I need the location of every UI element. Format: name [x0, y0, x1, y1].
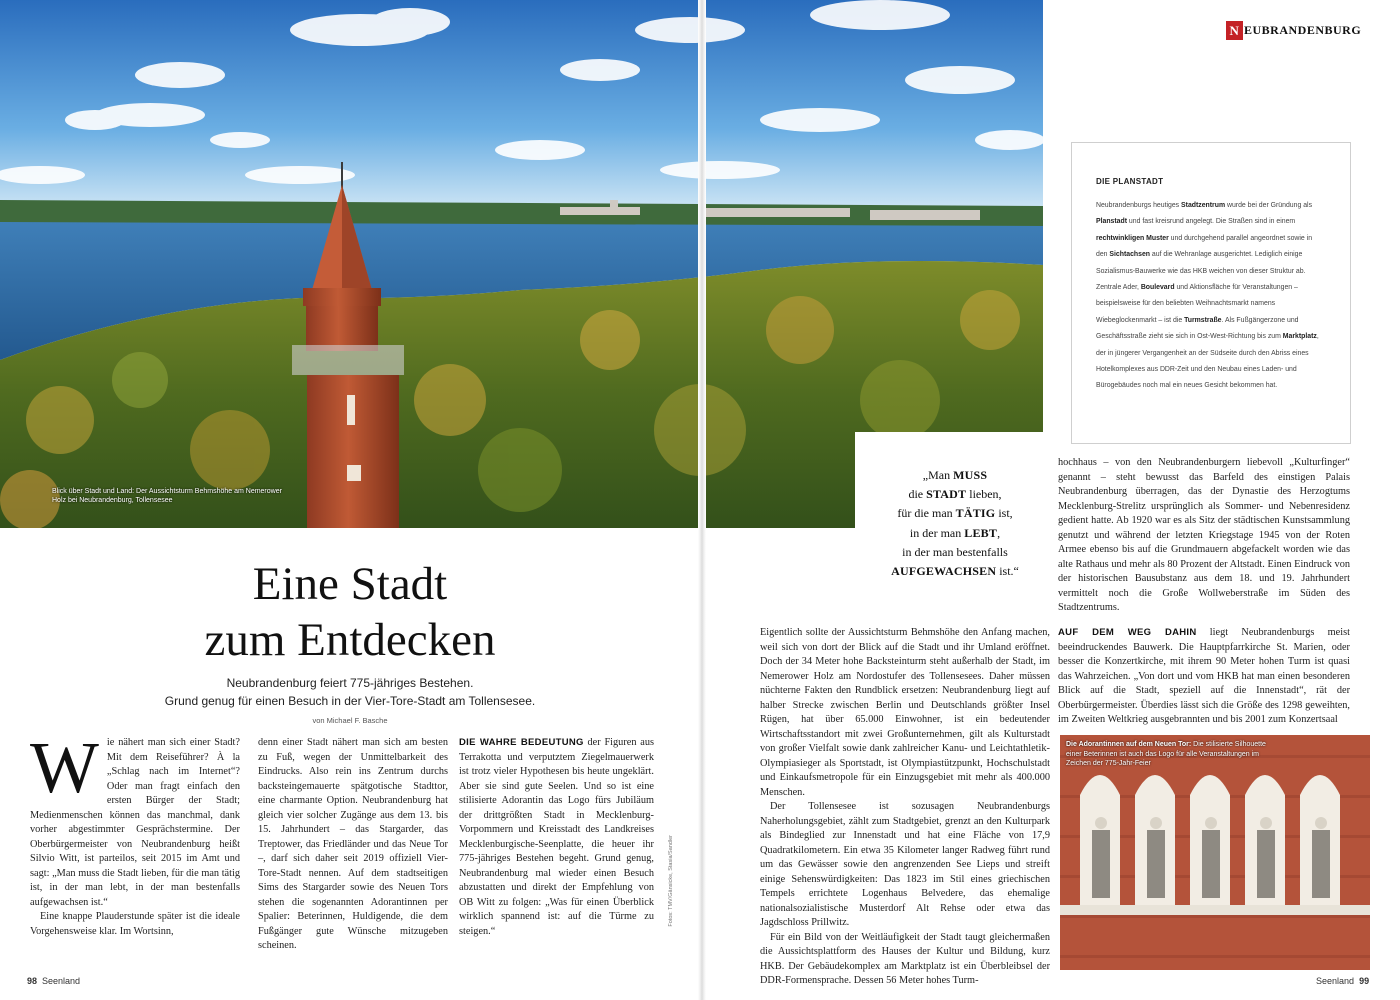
adorantinnen-caption: Die Adorantinnen auf dem Neuen Tor: Die stilisierte Silhouette einer Beterinnen ist auch das Logo für alle Veranstaltungen im Zeichen der 775-Jahr-Feier [1066, 741, 1266, 767]
infobox-heading: DIE PLANSTADT [1096, 177, 1164, 186]
planstadt-infobox [1071, 142, 1351, 444]
adorantinnen-photo [1060, 735, 1370, 970]
dropcap: W [30, 727, 99, 808]
adorantinnen-scene [1060, 735, 1370, 970]
section-tag-rest: EUBRANDENBURG [1244, 22, 1362, 37]
text-column-1: Wie nähert man sich einer Stadt? Mit dem Reiseführer? À la „Schlag nach im Internet“? Oder man fragt einfach den ersten Bürger der Stadt; Medienmenschen können das manchmal, dank vorher abgestimmter Gesprächstermine. Der Oberbürgermeister von Neubrandenburg heißt Silvio Witt, ist parteilos, seit 2015 im Amt und sagt: „Man muss die Stadt lieben, für die man tätig ist, in der man lebt, in der man bestenfalls aufgewachsen ist.“ Eine knappe Plauderstunde später ist die ideale Vorgehensweise klar. Im Wortsinn, [30, 727, 240, 937]
text-column-4: Eigentlich sollte der Aussichtsturm Behmshöhe den Anfang machen, weil sich von dort der Blick auf die Stadt und ihr Umland eröffnet. Doch der 34 Meter hohe Backsteinturm steht außerhalb der Stadt, im Nemerower Holz am Nordostufer des Tollensesees. Daher müssen nüchterne Fakten den Rundblick ersetzen: Neubrandenburg liegt auf halber Strecke zwischen Berlin und Deutschlands größter Insel Rügen, hat über 65.000 Einwohner, ist ein bedeutender Wirtschaftsstandort mit zwei Großunternehmen, gilt als Kulturstadt von großer Vielfalt sowie dank zahlreicher Kanu- und Leichtathletik-Olympiasieger als Sportstadt, ist Olympiastützpunkt, Hochschulstadt und Einkaufsmetropole für ein Einzugsgebiet mit mehr als 400.000 Menschen. Der Tollensesee ist sozusagen Neubrandenburgs Naherholungsgebiet, zählt zum Stadtgebiet, grenzt an den Kulturpark als Bindeglied zur Innenstadt und hat eine Fläche von 17,9 Quadratkilometern. Ein etwa 35 Kilometer langer Radweg führt rund um das Gewässer sowie den angrenzenden See Lieps und streift einige Sehenswürdigkeiten: Das 1823 im Stil eines griechischen Tempels errichtete Logenhaus Belvedere, das ehemalige nationalsozialistische Musterdorf Alt Rehse oder etwa das Jagdschloss Prillwitz. Für ein Bild von der Weitläufigkeit der Stadt taugt gleichermaßen die Aussichtsplattform des Hauses der Kultur und Bildung, kurz HKB. Der Gebäudekomplex am Marktplatz ist ein Überbleibsel der DDR-Formensprache. Dessen 56 Meter hohes Turm- [760, 627, 1050, 986]
article-lead: Neubrandenburg feiert 775-jähriges Bestehen. Grund genug für einen Besuch in der Vier-Tore-Stadt am Tollensesee. [164, 676, 536, 708]
article-title: Eine Stadt zum Entdecken [204, 558, 496, 666]
folio-right: Seenland 99 [1316, 976, 1370, 986]
photo-credit: Fotos: TMV/Gänsicke, Stasia/Sandler [668, 835, 674, 927]
hero-photo-caption: Blick über Stadt und Land: Der Aussichtsturm Behmshöhe am Nemerower Holz bei Neubrandenburg, Tollensesee [52, 488, 282, 505]
text-column-6: AUF DEM WEG DAHIN liegt Neubrandenburgs meist beeindruckendes Bauwerk. Die Hauptpfarrkirche St. Marien, oder besser die Konzertkirche, mit ihrem 90 Meter hohen Turm ist quasi das Wahrzeichen. „Von dort und vom HKB hat man einen besonderen Blick auf die Stadt, speziell auf die Innenstadt“, rät der Oberbürgermeister. Überdies lässt sich die Größe des 1298 geweihten, im Zweiten Weltkrieg ausgebrannten und bis 2001 zum Konzertsaal [1058, 627, 1350, 725]
pull-quote: „Man MUSS die STADT lieben, für die man TÄTIG ist, in der man LEBT, in der man bestenfalls AUFGEWACHSEN ist.“ [855, 432, 1053, 608]
section-tag-initial: N [1226, 21, 1243, 40]
article-author: von Michael F. Basche [312, 716, 388, 725]
text-column-2: denn einer Stadt nähert man sich am besten zu Fuß, wegen der Unmittelbarkeit des Eindrucks. Also rein ins Zentrum durchs backsteingemauerte spätgotische Stadttor, eine charmante Option. Neubrandenburg hat gleich vier solcher Zugänge aus dem 13. bis 15. Jahrhundert – das Stargarder, das Treptower, das Friedländer und das Neue Tor –, darf sich daher seit 2019 offiziell Vier-Tore-Stadt nennen. Auf dem stadtseitigen Sims des Stargarder sowie des Neuen Tors stehen die sogenannten Adorantinnen per Spalier: Beterinnen, Huldigende, die dem Fußgänger gute Wünsche mitzugeben scheinen. [258, 737, 448, 951]
infobox-text: Neubrandenburgs heutiges Stadtzentrum wurde bei der Gründung als Planstadt und fast kreisrund angelegt. Die Straßen sind in einem rechtwinkligen Muster und durchgehend parallel angeordnet sowie in den Sichtachsen auf die Wehranlage ausgerichtet. Lediglich einige Sozialismus-Bauwerke wie das HKB weichen von dieser Struktur ab. Zentrale Ader, Boulevard und Aktionsfläche für Veranstaltungen – beispielsweise für den beliebten Weihnachtsmarkt namens Wiebeglockenmarkt – ist die Turmstraße. Als Fußgängerzone und Geschäftsstraße zieht sie sich in Ost-West-Richtung bis zum Marktplatz, der in jüngerer Vergangenheit an der Südseite durch den Abriss eines Hotelkomplexes aus DDR-Zeit und den Neubau eines Laden- und Bürogebäudes noch mal ein neues Gesicht bekommen hat. [1096, 202, 1319, 390]
text-column-5: hochhaus – von den Neubrandenburgern liebevoll „Kulturfinger“ genannt – steht bewusst das Barfeld des einstigen Palais Neubrandenburg überragen, das der Dynastie des Herzogtums Mecklenburg-Strelitz ursprünglich als Sommer- und Nebenresidenz gedient hatte. Ab 1920 war es als Sitz der städtischen Kunstsammlung genutzt und während der letzten Kriegstage 1945 von der Roten Armee ebenso bis auf die Grundmauern abgefackelt worden wie das alte Rathaus und mehr als 80 Prozent der Altstadt. Einen Eindruck von der historischen Bausubstanz aus dem 18. und 19. Jahrhundert vermittelt noch die Große Wollweberstraße im Süden des Stadtzentrums. [1058, 457, 1350, 613]
page-gutter [698, 0, 706, 1000]
text-column-3: DIE WAHRE BEDEUTUNG der Figuren aus Terrakotta und verputztem Ziegelmauerwerk ist trotz vieler Hypothesen bis heute ungeklärt. Aber sie sind gute Seelen. Und so ist eine stilisierte Adorantin das Logo fürs Jubiläum der drittgrößten Stadt in Mecklenburg-Vorpommern und Kreisstadt des Landkreises Mecklenburgische-Seenplatte, die heuer ihr 775-jähriges Bestehen begeht. Grund genug, Neubrandenburg mal wieder einen Besuch abzustatten und direkt der Empfehlung von OB Witt zu folgen: „Was für einen Überblick wirklich spannend ist: auf die Türme zu steigen.“ [459, 737, 654, 937]
folio-left: 98 Seenland [27, 976, 81, 986]
section-tag [1226, 20, 1361, 40]
